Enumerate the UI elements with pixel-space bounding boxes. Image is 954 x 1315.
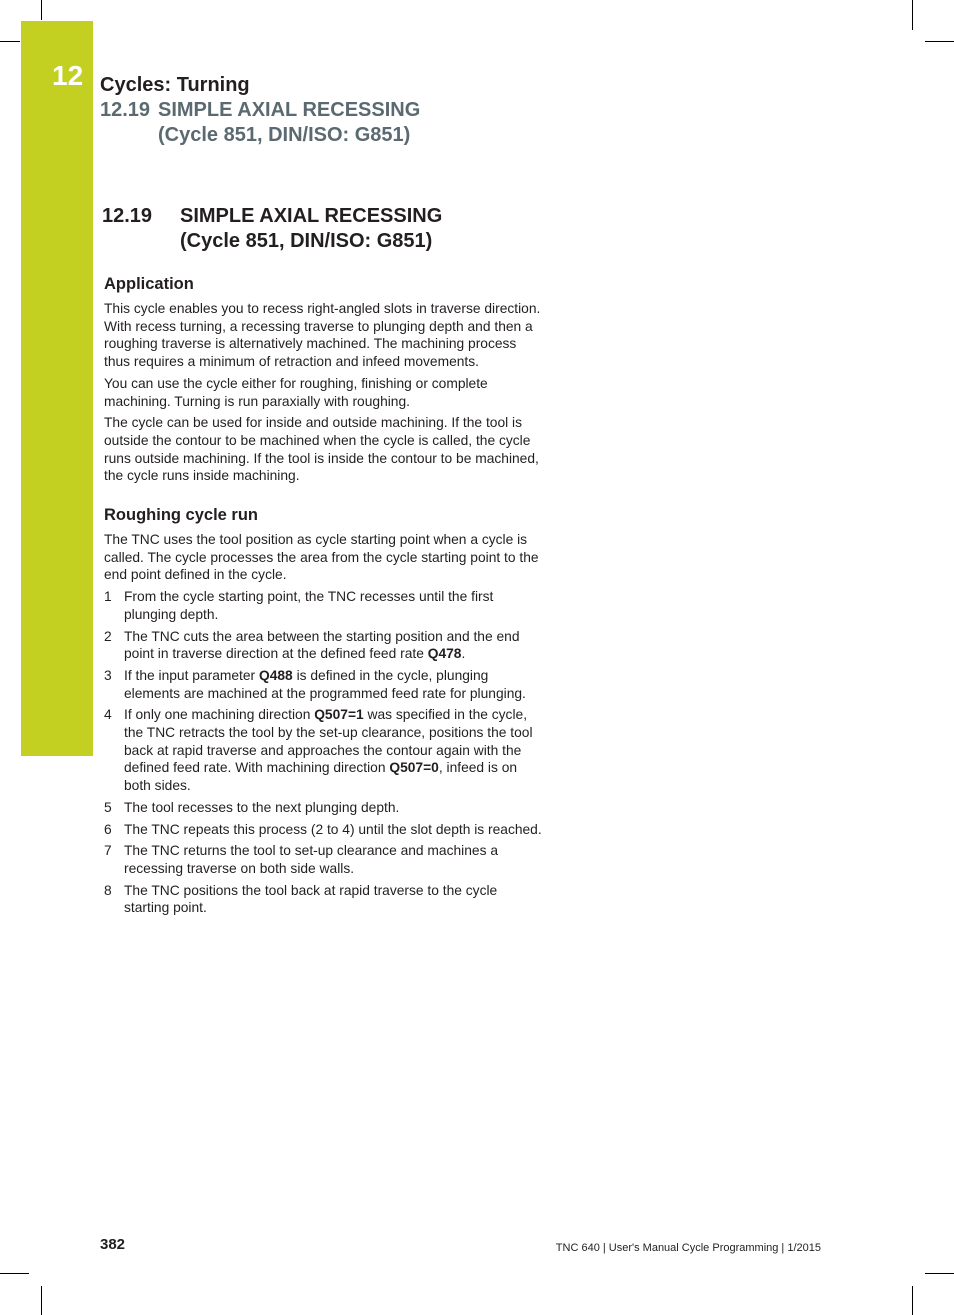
chapter-tab: [21, 21, 93, 756]
section-heading: [102, 204, 542, 254]
roughing-intro: The TNC uses the tool position as cycle starting point when a cycle is called. The cycle processes the area from the cycle starting point to the end point defined in the cycle.: [104, 532, 539, 583]
running-head-chapter: Cycles: Turning: [100, 74, 250, 96]
page-footer: TNC 640 | User's Manual Cycle Programming | 1/2015: [555, 1242, 821, 1254]
application-heading: Application: [104, 275, 194, 293]
crop-mark: [0, 1273, 29, 1274]
application-paragraph: The cycle can be used for inside and outside machining. If the tool is outside the contour to be machined when the cycle is called, the cycle runs outside machining. If the tool is inside the contour to be machined, the cycle runs inside machining.: [104, 415, 539, 484]
crop-mark: [0, 41, 20, 42]
crop-mark: [41, 1286, 42, 1315]
section-number: 12.19: [102, 205, 153, 227]
list-item: 4 If only one machining direction Q507=1 was specified in the cycle, the TNC retracts the tool by the set-up clearance, positions the tool back at rapid traverse and approaches the contour again with the defined feed rate. With machining direction Q507=0, infeed is on both sides.: [104, 707, 533, 794]
list-item: 1 From the cycle starting point, the TNC recesses until the first plunging depth.: [104, 589, 494, 622]
roughing-heading: Roughing cycle run: [104, 506, 259, 525]
application-paragraph: This cycle enables you to recess right-angled slots in traverse direction. With recess turning, a recessing traverse to plunging depth and then a roughing traverse is alternatively machined. The machining process thus requires a minimum of retraction and infeed movements.: [104, 301, 541, 370]
crop-mark: [912, 1286, 913, 1315]
application-paragraph: You can use the cycle either for roughing, finishing or complete machining. Turning is run paraxially with roughing.: [104, 375, 488, 409]
parameter-code: Q488: [258, 667, 293, 683]
list-item: 5 The tool recesses to the next plunging depth.: [104, 799, 400, 815]
chapter-number: 12: [52, 60, 84, 91]
running-head-section-number: 12.19: [100, 99, 151, 121]
page-number: 382: [100, 1236, 126, 1253]
crop-mark: [925, 1273, 954, 1274]
running-head-section-subtitle: (Cycle 851, DIN/ISO: G851): [158, 124, 411, 146]
section-subtitle: (Cycle 851, DIN/ISO: G851): [180, 230, 433, 252]
roughing-steps: [104, 588, 542, 917]
list-item: 7 The TNC returns the tool to set-up clearance and machines a recessing traverse on both side walls.: [104, 843, 498, 876]
list-item: 2 The TNC cuts the area between the starting position and the end point in traverse direction at the defined feed rate Q478.: [104, 628, 520, 662]
running-head-section-title: SIMPLE AXIAL RECESSING: [158, 99, 421, 121]
crop-mark: [925, 41, 954, 42]
list-item: 8 The TNC positions the tool back at rapid traverse to the cycle starting point.: [104, 882, 498, 916]
main-content: [104, 204, 542, 921]
parameter-code: Q507=0: [389, 760, 439, 776]
list-item: 3 If the input parameter Q488 is defined in the cycle, plunging elements are machined at the programmed feed rate for plunging.: [104, 667, 526, 701]
crop-mark: [41, 0, 42, 20]
parameter-code: Q507=1: [314, 707, 364, 723]
parameter-code: Q478: [427, 646, 462, 662]
running-head-section: [100, 98, 420, 148]
section-title: SIMPLE AXIAL RECESSING: [180, 205, 443, 227]
crop-mark: [912, 0, 913, 30]
running-head: [100, 72, 420, 148]
list-item: 6 The TNC repeats this process (2 to 4) until the slot depth is reached.: [104, 821, 542, 837]
